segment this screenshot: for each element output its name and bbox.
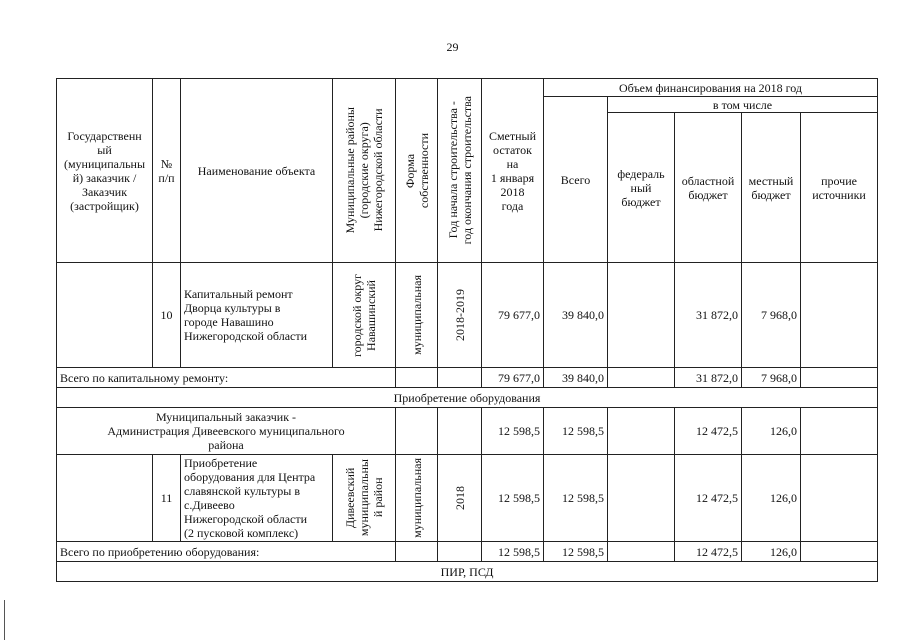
header-estimated-balance: Сметный остаток на 1 января 2018 года [482, 79, 544, 263]
scan-edge [4, 600, 5, 640]
row-years: 2018 [452, 486, 467, 510]
header-object-name: Наименование объекта [181, 79, 333, 263]
subtotal-balance: 12 598,5 [482, 542, 544, 562]
header-including: в том числе [608, 97, 878, 113]
row-object-name: Капитальный ремонт Дворца культуры в городе Навашино Нижегородской области [181, 263, 333, 368]
header-districts: Муниципальные районы (городские округа) Нижегородской области [343, 107, 385, 234]
header-other: прочие источники [801, 113, 878, 263]
subtotal-local: 126,0 [742, 542, 801, 562]
header-total: Всего [544, 97, 608, 263]
row-years: 2018-2019 [452, 289, 467, 341]
row-federal [608, 263, 675, 368]
subtotal-label: Всего по капитальному ремонту: [57, 368, 396, 388]
customer-label: Муниципальный заказчик - Администрация Дивеевского муниципального района [57, 408, 396, 455]
row-district: городской округ Навашинский [350, 273, 378, 357]
row-num: 10 [153, 263, 181, 368]
subtotal-row [57, 368, 878, 388]
header-federal: федераль ный бюджет [608, 113, 675, 263]
row-ownership: муниципальная [409, 275, 424, 355]
customer-regional: 12 472,5 [675, 408, 742, 455]
row-ownership: муниципальная [409, 458, 424, 538]
row-total: 39 840,0 [544, 263, 608, 368]
header-ownership: Форма собственности [402, 132, 431, 209]
row-local: 126,0 [742, 455, 801, 542]
row-local: 7 968,0 [742, 263, 801, 368]
row-total: 12 598,5 [544, 455, 608, 542]
subtotal-row [57, 542, 878, 562]
section-heading: Приобретение оборудования [57, 388, 878, 408]
subtotal-total: 12 598,5 [544, 542, 608, 562]
row-regional: 12 472,5 [675, 455, 742, 542]
page-number: 29 [446, 40, 459, 54]
subtotal-label: Всего по приобретению оборудования: [57, 542, 396, 562]
header-num: № п/п [153, 79, 181, 263]
customer-balance: 12 598,5 [482, 408, 544, 455]
row-balance: 79 677,0 [482, 263, 544, 368]
row-num: 11 [153, 455, 181, 542]
header-years: Год начала строительства - год окончания строительства [445, 96, 474, 245]
table-row [57, 263, 878, 368]
subtotal-regional: 31 872,0 [675, 368, 742, 388]
customer-local: 126,0 [742, 408, 801, 455]
header-regional: областной бюджет [675, 113, 742, 263]
table-row [57, 455, 878, 542]
section-heading: ПИР, ПСД [57, 562, 878, 582]
customer-total: 12 598,5 [544, 408, 608, 455]
customer-row [57, 408, 878, 455]
row-other [801, 263, 878, 368]
funding-table [56, 78, 878, 582]
row-balance: 12 598,5 [482, 455, 544, 542]
subtotal-local: 7 968,0 [742, 368, 801, 388]
header-funding-title: Объем финансирования на 2018 год [544, 79, 878, 97]
row-regional: 31 872,0 [675, 263, 742, 368]
subtotal-total: 39 840,0 [544, 368, 608, 388]
header-customer: Государственн ый (муниципальны й) заказчик / Заказчик (застройщик) [57, 79, 153, 263]
row-object-name: Приобретение оборудования для Центра славянской культуры в с.Дивеево Нижегородской области (2 пусковой комплекс) [181, 455, 333, 542]
header-local: местный бюджет [742, 113, 801, 263]
row-district: Дивеевский муниципальны й район [343, 459, 385, 537]
subtotal-regional: 12 472,5 [675, 542, 742, 562]
subtotal-balance: 79 677,0 [482, 368, 544, 388]
